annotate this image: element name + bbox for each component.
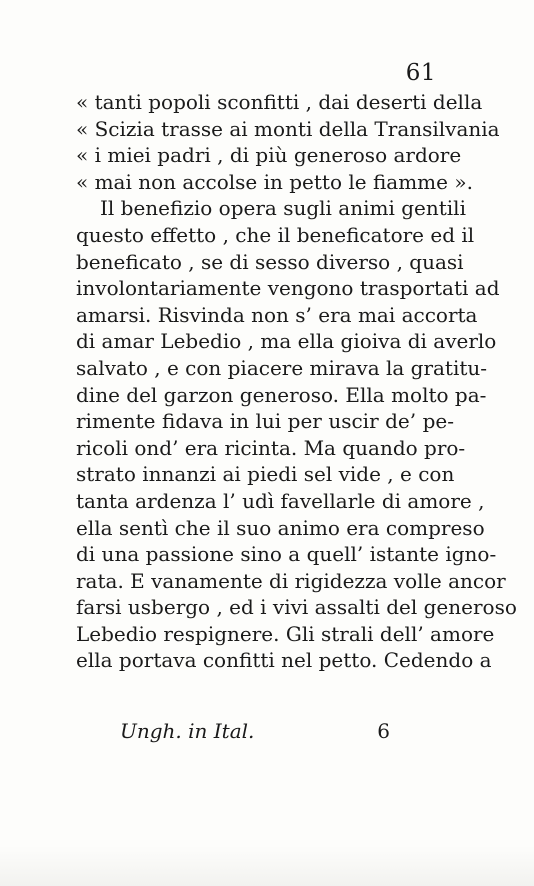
text-line: salvato , e con piacere mirava la gratitu-: [76, 355, 488, 380]
text-line: strato innanzi ai piedi sel vide , e con: [76, 462, 455, 487]
text-line: « i miei padri , di più generoso ardore: [76, 143, 462, 168]
body-text: [76, 89, 517, 674]
text-line: di una passione sino a quell’ istante igno-: [76, 542, 497, 567]
page-footer: [120, 717, 390, 745]
text-line: tanta ardenza l’ udì favellarle di amore ,: [76, 488, 485, 513]
sheet-number: 6: [377, 719, 390, 743]
text-line: « tanti popoli sconfitti , dai deserti della: [76, 90, 483, 114]
page-number: 61: [405, 60, 436, 86]
paper-shading: [0, 846, 534, 886]
text-line: « Scizia trasse ai monti della Transilvania: [76, 116, 500, 141]
text-line: questo effetto , che il beneficatore ed il: [76, 222, 475, 247]
text-line: ella sentì che il suo animo era compreso: [76, 515, 485, 540]
text-line: di amar Lebedio , ma ella gioiva di averlo: [76, 329, 497, 354]
text-line: farsi usbergo , ed i vivi assalti del generoso: [76, 595, 517, 620]
text-line: ella portava confitti nel petto. Cedendo a: [76, 648, 492, 673]
text-line: Il benefizio opera sugli animi gentili: [100, 196, 466, 221]
text-line: « mai non accolse in petto le fiamme ».: [76, 169, 473, 194]
text-line: rimente fidava in lui per uscir de’ pe-: [76, 409, 454, 434]
text-line: beneficato , se di sesso diverso , quasi: [76, 249, 464, 274]
text-line: Lebedio respignere. Gli strali dell’ amore: [76, 621, 495, 646]
text-line: rata. E vanamente di rigidezza volle ancor: [76, 568, 506, 593]
signature-mark: Ungh. in Ital.: [120, 719, 255, 743]
text-line: dine del garzon generoso. Ella molto pa-: [76, 382, 487, 407]
text-line: amarsi. Risvinda non s’ era mai accorta: [76, 302, 478, 327]
text-line: involontariamente vengono trasportati ad: [76, 276, 500, 301]
text-line: ricoli ond’ era ricinta. Ma quando pro-: [76, 435, 466, 460]
